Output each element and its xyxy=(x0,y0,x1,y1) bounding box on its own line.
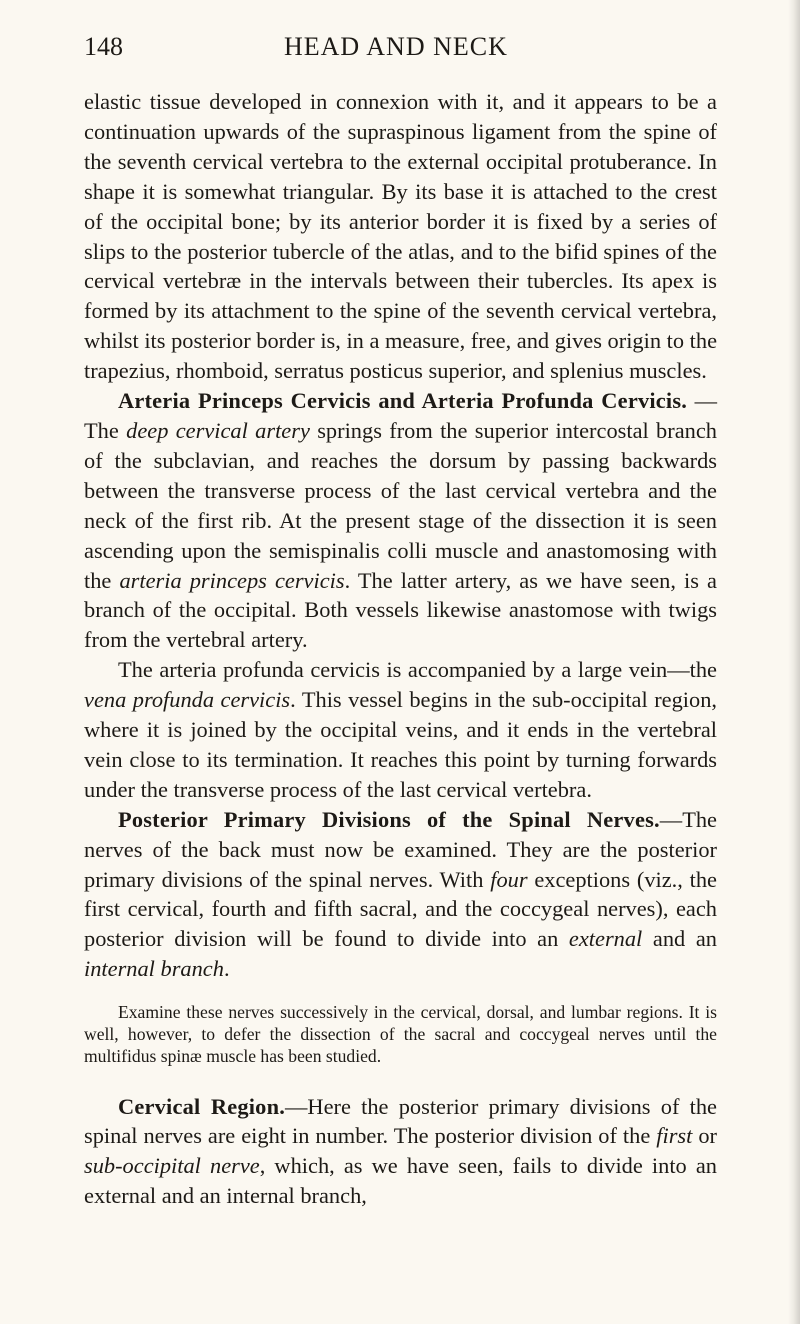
paragraph-text: exceptions (viz., the first cervical, fourth and fifth sacral, and the coccygeal nerves), each posterior division will be found to divide into an xyxy=(84,866,717,952)
italic-term: deep cervical artery xyxy=(126,417,310,443)
italic-term: sub-occipital nerve xyxy=(84,1153,260,1179)
dissection-note: Examine these nerves successively in the cervical, dorsal, and lumbar regions. It is well, however, to defer the dissection of the sacral and coccygeal nerves until the multifidus spinæ muscle has been studied. xyxy=(84,1002,717,1066)
page-number: 148 xyxy=(84,32,123,61)
paragraph-text: . The latter artery, as we have seen, is a branch of the occipital. Both vessels likewise anastomose with twigs from the vertebral artery. xyxy=(84,567,717,653)
paragraph-text: springs from the superior intercostal branch of the subclavian, and reaches the dorsum by passing backwards between the transverse process of the last cervical vertebra and the neck of the first rib. At the present stage of the dissection it is seen ascending upon the semispinalis colli muscle and anastomosing with the xyxy=(84,417,717,593)
section-heading-cervical-region: Cervical Region. xyxy=(118,1093,286,1119)
paragraph-text: —Here the posterior primary divisions of the spinal nerves are eight in number. The posterior division of the xyxy=(84,1093,717,1149)
paragraph-text: , which, as we have seen, fails to divide into an external and an internal branch, xyxy=(84,1153,717,1209)
paragraph-vena-profunda xyxy=(84,655,717,805)
italic-term: vena profunda cervicis xyxy=(84,687,291,713)
section-heading-cervical-arteries: Arteria Princeps Cervicis and Arteria Profunda Cervicis. xyxy=(118,388,688,414)
paragraph-text: and an xyxy=(642,926,717,952)
section-heading-spinal-nerves: Posterior Primary Divisions of the Spinal Nerves. xyxy=(118,806,660,832)
paragraph-spinal-nerves xyxy=(84,805,717,984)
page-header xyxy=(84,32,717,72)
paragraph-text: —The nerves of the back must now be examined. They are the posterior primary divisions of the spinal nerves. With xyxy=(84,806,717,892)
paragraph-text: or xyxy=(692,1123,718,1149)
italic-term: four xyxy=(490,866,528,892)
paragraph-text: The arteria profunda cervicis is accompanied by a large vein—the xyxy=(118,657,717,683)
italic-term: first xyxy=(656,1123,693,1149)
paragraph-cervical-arteries xyxy=(84,386,717,655)
paragraph-text: . xyxy=(223,956,230,982)
page-edge-shadow xyxy=(788,0,800,1324)
italic-term: external xyxy=(568,926,643,952)
running-head: HEAD AND NECK xyxy=(284,32,508,61)
paragraph-text: —The xyxy=(84,388,717,443)
paragraph-ligamentum-nuchae xyxy=(84,87,717,386)
paragraph-text: . This vessel begins in the sub-occipital region, where it is joined by the occipital veins, and it ends in the vertebral vein close to its termination. It reaches this point by turning forwards under the transverse process of the last cervical vertebra. xyxy=(84,687,717,802)
italic-term: arteria princeps cervicis xyxy=(119,567,345,593)
page-body xyxy=(84,87,717,1211)
paragraph-cervical-region xyxy=(84,1092,717,1212)
italic-term: internal branch xyxy=(84,956,224,982)
paragraph-text: elastic tissue developed in connexion with it, and it appears to be a continuation upwards of the supraspinous ligament from the spine of the seventh cervical vertebra to the external occipital protuberance. In shape it is somewhat triangular. By its base it is attached to the crest of the occipital bone; by its anterior border it is fixed by a series of slips to the posterior tubercle of the atlas, and to the bifid spines of the cervical vertebræ in the intervals between their tubercles. Its apex is formed by its attachment to the spine of the seventh cervical vertebra, whilst its posterior border is, in a measure, free, and gives origin to the trapezius, rhomboid, serratus posticus superior, and splenius muscles. xyxy=(84,89,718,384)
